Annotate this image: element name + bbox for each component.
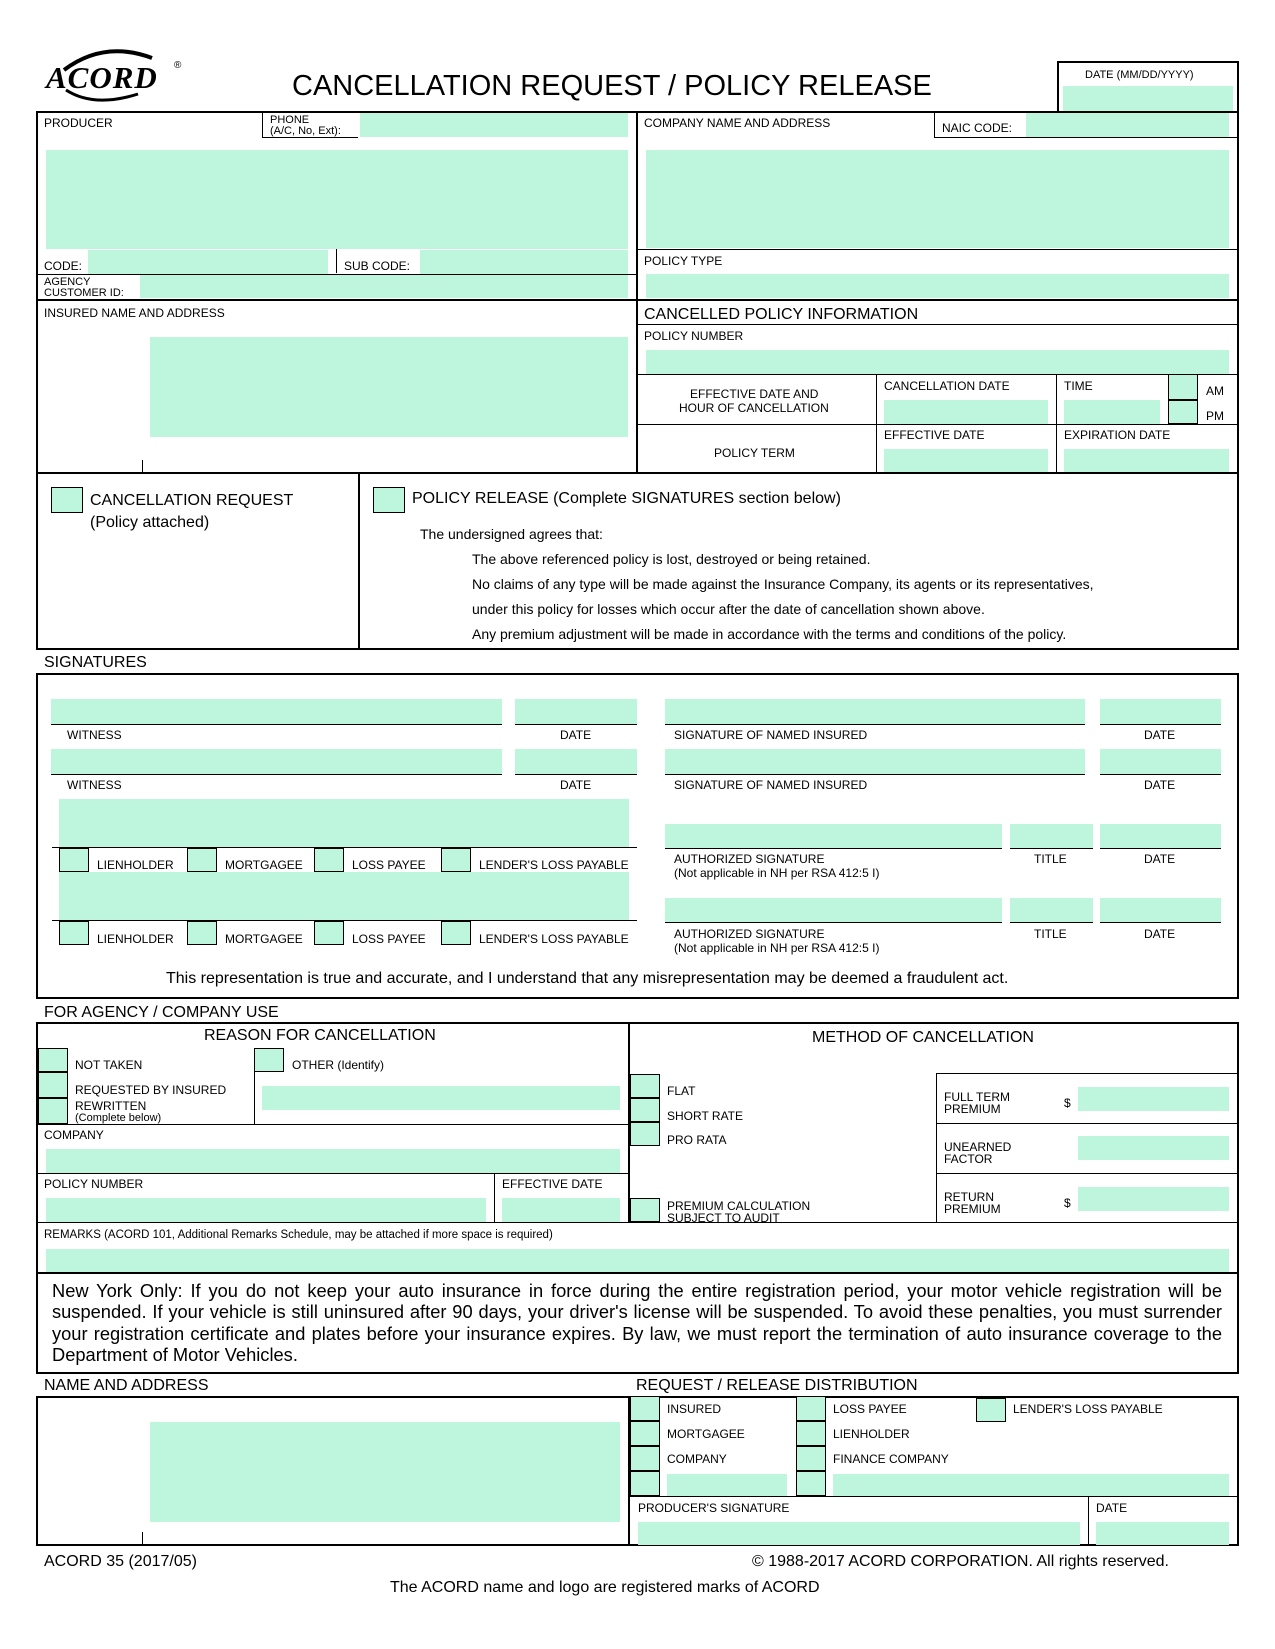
producer-label: PRODUCER <box>44 116 113 130</box>
rewritten-policy-number-field[interactable] <box>46 1198 486 1222</box>
dist-loss-payee-checkbox[interactable] <box>796 1396 826 1421</box>
policy-number-field[interactable] <box>646 350 1229 374</box>
not-taken-checkbox[interactable] <box>38 1048 68 1072</box>
producer-signature-date-field[interactable] <box>1096 1522 1229 1545</box>
mortgagee-2-checkbox[interactable] <box>187 921 217 945</box>
rewritten-checkbox[interactable] <box>38 1098 68 1124</box>
distribution-name-address-field[interactable] <box>150 1422 620 1522</box>
effective-date-field[interactable] <box>884 449 1048 473</box>
other-checkbox[interactable] <box>254 1048 284 1072</box>
witness-1-field[interactable] <box>51 699 502 724</box>
policy-release-checkbox[interactable] <box>373 487 405 513</box>
short-rate-checkbox[interactable] <box>630 1098 660 1122</box>
authorized-date-2-field[interactable] <box>1100 898 1221 922</box>
cancellation-request-checkbox[interactable] <box>51 487 83 513</box>
expiration-date-field[interactable] <box>1064 449 1229 473</box>
attestation-text: This representation is true and accurate, and I understand that any misrepresentation may be deemed a fraudulent act. <box>166 970 1009 987</box>
cancelled-policy-title: CANCELLED POLICY INFORMATION <box>644 306 919 323</box>
signatures-title: SIGNATURES <box>44 654 147 671</box>
rewritten-company-field[interactable] <box>46 1149 620 1173</box>
other-identify-field[interactable] <box>262 1086 620 1110</box>
dist-insured-checkbox[interactable] <box>630 1396 660 1421</box>
company-address-field[interactable] <box>646 150 1229 248</box>
named-insured-1-date-field[interactable] <box>1100 699 1221 724</box>
am-checkbox[interactable] <box>1168 374 1198 400</box>
authorized-signature-1-field[interactable] <box>665 824 1002 848</box>
dist-other-2-field[interactable] <box>833 1474 1229 1496</box>
dist-finance-company-checkbox[interactable] <box>796 1446 826 1471</box>
policy-type-field[interactable] <box>646 274 1229 298</box>
authorized-signature-2-field[interactable] <box>665 898 1002 922</box>
logo-text: ACORD <box>46 60 158 95</box>
producer-address-field[interactable] <box>46 150 628 249</box>
dist-company-checkbox[interactable] <box>630 1446 660 1471</box>
ny-notice: New York Only: If you do not keep your auto insurance in force during the entire registration period, your motor vehicle registration will be suspended. If your vehicle is still uninsured after 90 days, your driver's license will be suspended. To avoid these penalties, you must surrender your registration certificate and plates before your insurance expires. By law, we must report the termination of auto insurance coverage to the Department of Motor Vehicles. <box>52 1280 1222 1366</box>
premium-audit-checkbox[interactable] <box>630 1198 660 1222</box>
mortgagee-1-checkbox[interactable] <box>187 848 217 872</box>
producer-signature-field[interactable] <box>638 1522 1080 1545</box>
dist-lenders-loss-checkbox[interactable] <box>976 1398 1006 1422</box>
loss-payee-2-checkbox[interactable] <box>314 921 344 945</box>
insured-address-field[interactable] <box>150 337 628 437</box>
lenders-loss-1-checkbox[interactable] <box>441 848 471 872</box>
insured-label: INSURED NAME AND ADDRESS <box>44 306 225 320</box>
lienholder-2-name-field[interactable] <box>59 872 629 920</box>
phone-field[interactable] <box>360 113 628 137</box>
requested-by-insured-checkbox[interactable] <box>38 1072 68 1098</box>
loss-payee-1-checkbox[interactable] <box>314 848 344 872</box>
dist-other-1-field[interactable] <box>667 1474 787 1496</box>
dist-other-1-checkbox[interactable] <box>630 1471 660 1496</box>
naic-code-field[interactable] <box>1026 113 1229 137</box>
named-insured-2-signature-field[interactable] <box>665 749 1085 774</box>
witness-2-field[interactable] <box>51 749 502 774</box>
dist-lienholder-checkbox[interactable] <box>796 1421 826 1446</box>
dist-other-2-checkbox[interactable] <box>796 1471 826 1496</box>
named-insured-2-date-field[interactable] <box>1100 749 1221 774</box>
witness-1-date-field[interactable] <box>515 699 637 724</box>
named-insured-1-signature-field[interactable] <box>665 699 1085 724</box>
lienholder-1-name-field[interactable] <box>59 799 629 847</box>
remarks-field[interactable] <box>46 1249 1229 1273</box>
lienholder-1-checkbox[interactable] <box>59 848 89 872</box>
company-label: COMPANY NAME AND ADDRESS <box>644 116 831 130</box>
agency-customer-id-field[interactable] <box>140 275 628 298</box>
lienholder-2-checkbox[interactable] <box>59 921 89 945</box>
cancellation-date-field[interactable] <box>884 400 1048 424</box>
authorized-title-2-field[interactable] <box>1010 898 1093 922</box>
form-id: ACORD 35 (2017/05) <box>44 1553 197 1570</box>
authorized-title-1-field[interactable] <box>1010 824 1093 848</box>
time-field[interactable] <box>1064 400 1160 424</box>
witness-2-date-field[interactable] <box>515 749 637 774</box>
full-term-premium-field[interactable] <box>1078 1087 1229 1111</box>
registered-marks: The ACORD name and logo are registered marks of ACORD <box>390 1579 820 1596</box>
dist-mortgagee-checkbox[interactable] <box>630 1421 660 1446</box>
code-field[interactable] <box>88 250 328 274</box>
copyright: © 1988-2017 ACORD CORPORATION. All rights reserved. <box>752 1553 1169 1570</box>
rewritten-effective-date-field[interactable] <box>502 1198 620 1222</box>
unearned-factor-field[interactable] <box>1078 1136 1229 1160</box>
flat-checkbox[interactable] <box>630 1074 660 1098</box>
date-field[interactable] <box>1063 86 1233 111</box>
pm-checkbox[interactable] <box>1168 400 1198 424</box>
authorized-date-1-field[interactable] <box>1100 824 1221 848</box>
pro-rata-checkbox[interactable] <box>630 1122 660 1146</box>
agency-use-title: FOR AGENCY / COMPANY USE <box>44 1004 279 1021</box>
subcode-field[interactable] <box>420 250 628 274</box>
page-title: CANCELLATION REQUEST / POLICY RELEASE <box>292 70 932 102</box>
lenders-loss-2-checkbox[interactable] <box>441 921 471 945</box>
return-premium-field[interactable] <box>1078 1187 1229 1211</box>
